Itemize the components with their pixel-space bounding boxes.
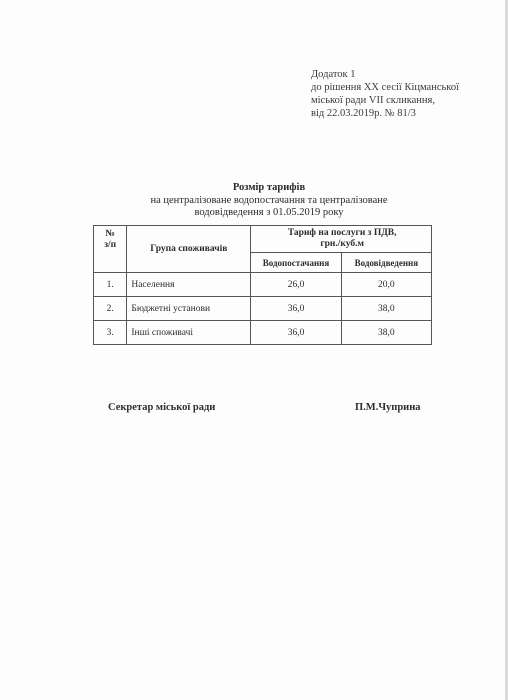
row-water-supply: 36,0 — [251, 321, 341, 345]
row-group: Інші споживачі — [127, 321, 251, 345]
annex-line-4: від 22.03.2019р. № 81/3 — [311, 108, 416, 119]
header-number — [94, 226, 127, 273]
row-water-supply: 36,0 — [251, 297, 341, 321]
header-water-supply: Водопостачання — [251, 253, 341, 273]
header-number-line1: № — [105, 229, 115, 239]
header-tariff-line1: Тариф на послуги з ПДВ, — [287, 228, 397, 238]
row-number: 1. — [94, 273, 127, 297]
row-drainage: 20,0 — [341, 273, 431, 297]
document-title-block — [110, 182, 428, 220]
row-number: 3. — [94, 321, 127, 345]
table-row — [94, 297, 432, 321]
signature-name: П.М.Чуприна — [355, 402, 421, 413]
header-group: Група споживачів — [127, 226, 251, 273]
document-title: Розмір тарифів — [232, 182, 306, 193]
header-drainage: Водовідведення — [341, 253, 431, 273]
document-subtitle-1: на централізоване водопостачання та централізоване — [150, 194, 388, 206]
row-group: Бюджетні установи — [127, 297, 251, 321]
header-number-line2: з/п — [104, 240, 117, 250]
tariff-table — [93, 225, 432, 345]
row-group: Населення — [127, 273, 251, 297]
document-subtitle-2: водовідведення з 01.05.2019 року — [194, 207, 344, 218]
annex-line-3: міської ради VІІ скликання, — [311, 95, 435, 106]
signature-position: Секретар міської ради — [108, 402, 216, 413]
table-row — [94, 273, 432, 297]
annex-line-2: до рішення ХХ сесії Кіцманської — [311, 82, 460, 93]
annex-note — [311, 68, 459, 120]
row-drainage: 38,0 — [341, 297, 431, 321]
annex-line-1: Додаток 1 — [311, 69, 356, 80]
header-tariff-line2: грн./куб.м — [320, 239, 364, 249]
table-row — [94, 321, 432, 345]
header-tariff — [251, 226, 432, 253]
row-water-supply: 26,0 — [251, 273, 341, 297]
row-number: 2. — [94, 297, 127, 321]
row-drainage: 38,0 — [341, 321, 431, 345]
